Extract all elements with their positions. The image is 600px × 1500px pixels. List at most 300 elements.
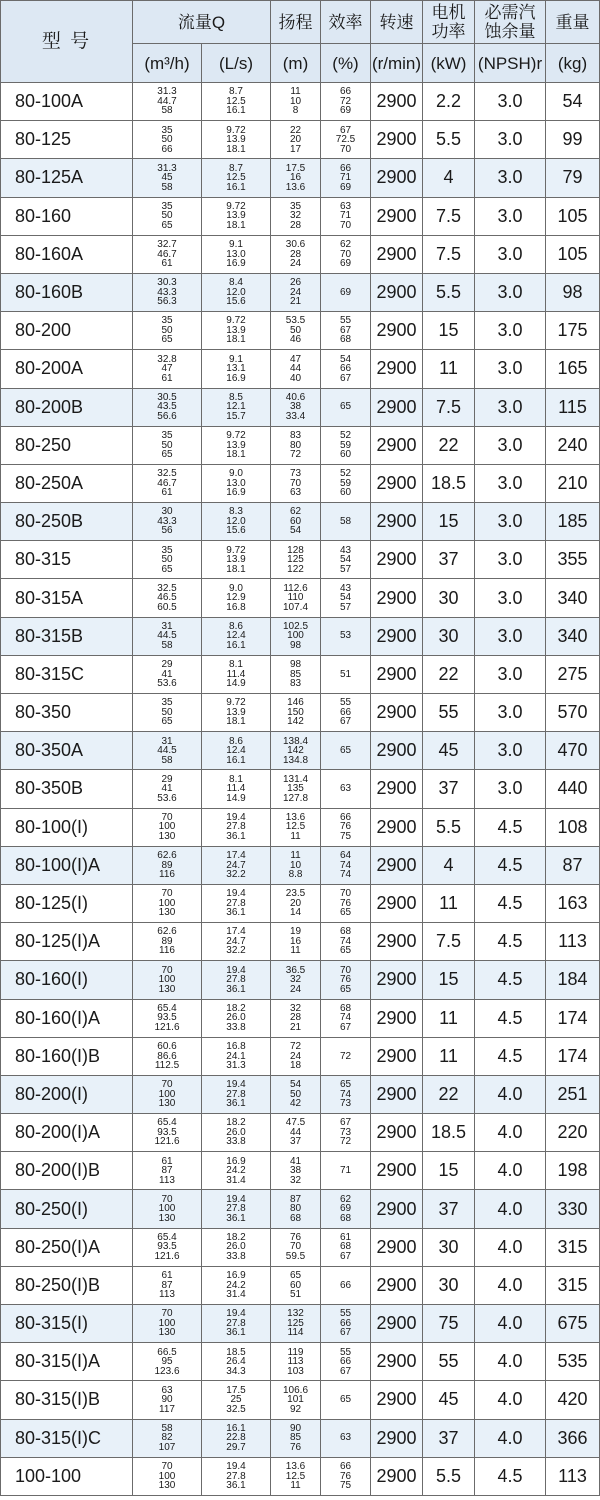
cell-head-value: 83 xyxy=(289,678,302,690)
cell-flow-ls xyxy=(202,273,271,311)
cell-flow-m3h xyxy=(133,1037,202,1075)
cell-npsh: 3.0 xyxy=(475,732,546,770)
cell-flow-ls-value: 36.1 xyxy=(226,1098,246,1110)
cell-efficiency-value: 67 xyxy=(339,372,352,384)
cell-efficiency-value: 75 xyxy=(339,1480,352,1492)
cell-efficiency-value: 72 xyxy=(339,95,352,107)
cell-model: 80-315C xyxy=(1,655,133,693)
cell-model: 80-200(I)A xyxy=(1,1114,133,1152)
cell-head xyxy=(271,1343,321,1381)
header-npsh-unit: (NPSH)r xyxy=(475,44,546,83)
cell-head-value: 24 xyxy=(289,258,302,270)
cell-head-value: 98 xyxy=(289,639,302,651)
cell-head xyxy=(271,273,321,311)
cell-flow-ls-value: 18.1 xyxy=(226,449,246,461)
cell-weight: 184 xyxy=(546,961,600,999)
cell-npsh: 3.0 xyxy=(475,770,546,808)
cell-efficiency xyxy=(321,884,371,922)
cell-speed: 2900 xyxy=(371,503,423,541)
cell-head-value: 50 xyxy=(289,1088,302,1100)
cell-flow-ls-value: 24.2 xyxy=(226,1165,246,1177)
cell-head-value: 132 xyxy=(287,1308,304,1320)
cell-flow-m3h-value: 31.3 xyxy=(157,86,177,98)
cell-head-value: 32 xyxy=(289,974,302,986)
cell-efficiency-value: 54 xyxy=(339,554,352,566)
cell-efficiency-value: 55 xyxy=(339,1308,352,1320)
cell-flow-ls xyxy=(202,923,271,961)
cell-flow-ls-value: 16.1 xyxy=(226,181,246,193)
cell-head xyxy=(271,541,321,579)
cell-model: 80-200(I) xyxy=(1,1075,133,1113)
cell-flow-ls xyxy=(202,541,271,579)
cell-flow-ls xyxy=(202,83,271,121)
cell-flow-ls-value: 18.1 xyxy=(226,334,246,346)
cell-model: 80-315(I)B xyxy=(1,1381,133,1419)
cell-head xyxy=(271,1381,321,1419)
cell-head-value: 41 xyxy=(289,1155,302,1167)
cell-efficiency-value: 66 xyxy=(339,811,352,823)
cell-head-value: 14 xyxy=(289,907,302,919)
cell-flow-ls xyxy=(202,1343,271,1381)
cell-npsh: 4.5 xyxy=(475,846,546,884)
cell-flow-ls-value: 12.4 xyxy=(226,630,246,642)
cell-efficiency-value: 71 xyxy=(339,172,352,184)
cell-model: 80-315B xyxy=(1,617,133,655)
cell-power: 15 xyxy=(423,503,475,541)
cell-power: 5.5 xyxy=(423,1457,475,1495)
cell-flow-ls-value: 16.1 xyxy=(226,1422,246,1434)
cell-flow-m3h-value: 100 xyxy=(158,1470,176,1482)
cell-speed: 2900 xyxy=(371,923,423,961)
cell-flow-ls xyxy=(202,1266,271,1304)
cell-head-value: 22 xyxy=(289,124,302,136)
cell-efficiency-value: 54 xyxy=(339,353,352,365)
cell-flow-m3h-value: 112.5 xyxy=(154,1060,180,1072)
cell-npsh: 4.0 xyxy=(475,1152,546,1190)
cell-flow-ls-value: 9.1 xyxy=(229,353,243,365)
cell-head-value: 138.4 xyxy=(283,735,309,747)
cell-efficiency-value: 76 xyxy=(339,1470,352,1482)
cell-efficiency-value: 66 xyxy=(339,363,352,375)
cell-flow-ls-value: 13.9 xyxy=(226,439,246,451)
cell-head xyxy=(271,694,321,732)
cell-flow-m3h-value: 113 xyxy=(159,1289,175,1301)
cell-flow-ls-value: 33.8 xyxy=(226,1136,246,1148)
cell-flow-ls xyxy=(202,235,271,273)
cell-flow-m3h xyxy=(133,999,202,1037)
cell-efficiency-value: 66 xyxy=(339,706,352,718)
table-row xyxy=(1,770,600,808)
cell-efficiency xyxy=(321,1114,371,1152)
cell-flow-ls-value: 9.72 xyxy=(226,315,246,327)
cell-power: 22 xyxy=(423,1075,475,1113)
cell-head-value: 44 xyxy=(289,1126,302,1138)
cell-npsh: 3.0 xyxy=(475,350,546,388)
cell-flow-ls-value: 8.3 xyxy=(229,506,243,518)
cell-flow-m3h-value: 123.6 xyxy=(154,1365,180,1377)
cell-efficiency-value: 65 xyxy=(339,745,352,757)
cell-model: 80-160(I)B xyxy=(1,1037,133,1075)
cell-model: 80-350 xyxy=(1,694,133,732)
cell-flow-m3h-value: 50 xyxy=(161,210,173,222)
cell-flow-m3h-value: 47 xyxy=(161,363,173,375)
cell-power: 15 xyxy=(423,312,475,350)
cell-head-value: 32 xyxy=(289,1002,302,1014)
cell-flow-ls xyxy=(202,884,271,922)
cell-speed: 2900 xyxy=(371,732,423,770)
cell-flow-ls-value: 26.4 xyxy=(226,1356,246,1368)
cell-head-value: 83 xyxy=(289,430,302,442)
cell-head-value: 21 xyxy=(289,296,302,308)
cell-head xyxy=(271,1114,321,1152)
cell-model: 80-250(I) xyxy=(1,1190,133,1228)
cell-weight: 175 xyxy=(546,312,600,350)
cell-head-value: 21 xyxy=(289,1021,302,1033)
cell-flow-ls xyxy=(202,961,271,999)
cell-flow-ls-value: 9.0 xyxy=(229,582,243,594)
cell-efficiency xyxy=(321,655,371,693)
cell-head-value: 80 xyxy=(289,439,302,451)
cell-npsh: 3.0 xyxy=(475,579,546,617)
cell-flow-m3h-value: 130 xyxy=(158,1327,176,1339)
cell-flow-m3h-value: 32.7 xyxy=(157,239,177,251)
cell-flow-ls xyxy=(202,655,271,693)
cell-head-value: 16 xyxy=(289,172,302,184)
cell-flow-ls-value: 36.1 xyxy=(226,1212,246,1224)
cell-flow-m3h-value: 35 xyxy=(161,200,173,212)
cell-model: 80-315(I) xyxy=(1,1305,133,1343)
cell-power: 5.5 xyxy=(423,273,475,311)
table-row xyxy=(1,999,600,1037)
cell-flow-m3h-value: 113 xyxy=(159,1174,175,1186)
cell-efficiency xyxy=(321,999,371,1037)
cell-head-value: 142 xyxy=(287,716,304,728)
cell-head xyxy=(271,846,321,884)
cell-flow-ls xyxy=(202,503,271,541)
cell-flow-m3h-value: 130 xyxy=(158,1212,176,1224)
cell-flow-m3h xyxy=(133,197,202,235)
cell-head-value: 70 xyxy=(289,1241,302,1253)
cell-efficiency-value: 68 xyxy=(339,1241,352,1253)
cell-flow-m3h-value: 35 xyxy=(161,430,173,442)
cell-flow-ls-value: 13.9 xyxy=(226,554,246,566)
cell-head-value: 85 xyxy=(289,1432,302,1444)
cell-flow-ls-value: 29.7 xyxy=(226,1441,246,1453)
cell-speed: 2900 xyxy=(371,235,423,273)
cell-efficiency-value: 71 xyxy=(339,1165,352,1177)
cell-flow-m3h xyxy=(133,732,202,770)
cell-flow-m3h-value: 50 xyxy=(161,554,173,566)
cell-flow-m3h xyxy=(133,770,202,808)
cell-head xyxy=(271,121,321,159)
cell-power: 7.5 xyxy=(423,388,475,426)
cell-flow-m3h xyxy=(133,121,202,159)
cell-efficiency-value: 52 xyxy=(339,430,352,442)
cell-efficiency-value: 63 xyxy=(339,1432,352,1444)
cell-efficiency xyxy=(321,273,371,311)
cell-npsh: 3.0 xyxy=(475,426,546,464)
cell-weight: 87 xyxy=(546,846,600,884)
table-row xyxy=(1,541,600,579)
table-row xyxy=(1,503,600,541)
cell-flow-m3h xyxy=(133,312,202,350)
cell-flow-m3h-value: 93.5 xyxy=(157,1126,177,1138)
cell-flow-ls-value: 27.8 xyxy=(226,1203,246,1215)
cell-flow-m3h-value: 66.5 xyxy=(157,1346,177,1358)
cell-flow-ls-value: 27.8 xyxy=(226,1088,246,1100)
cell-flow-m3h-value: 45 xyxy=(161,172,173,184)
cell-flow-ls-value: 8.5 xyxy=(229,391,243,403)
cell-head-value: 11 xyxy=(290,830,301,842)
cell-speed: 2900 xyxy=(371,1075,423,1113)
cell-npsh: 4.5 xyxy=(475,1037,546,1075)
cell-head-value: 40 xyxy=(289,372,302,384)
cell-head xyxy=(271,1457,321,1495)
cell-flow-m3h-value: 65 xyxy=(161,334,173,346)
cell-flow-ls-value: 8.7 xyxy=(229,86,243,98)
cell-flow-m3h-value: 93.5 xyxy=(157,1241,177,1253)
cell-npsh: 4.0 xyxy=(475,1190,546,1228)
cell-npsh: 3.0 xyxy=(475,273,546,311)
cell-head-value: 37 xyxy=(289,1136,302,1148)
cell-power: 11 xyxy=(423,999,475,1037)
cell-npsh: 4.0 xyxy=(475,1114,546,1152)
cell-speed: 2900 xyxy=(371,1190,423,1228)
cell-flow-ls-value: 14.9 xyxy=(226,678,246,690)
cell-model: 80-200B xyxy=(1,388,133,426)
cell-npsh: 4.0 xyxy=(475,1266,546,1304)
cell-head-value: 72 xyxy=(289,1041,302,1053)
cell-flow-m3h-value: 65.4 xyxy=(157,1117,177,1129)
cell-head-value: 119 xyxy=(287,1346,304,1358)
cell-flow-m3h-value: 56 xyxy=(161,525,173,537)
cell-head-value: 122 xyxy=(287,563,304,575)
cell-efficiency-value: 75 xyxy=(339,830,352,842)
table-row xyxy=(1,1075,600,1113)
cell-efficiency-value: 55 xyxy=(339,1346,352,1358)
cell-flow-m3h-value: 116 xyxy=(159,869,175,881)
cell-head xyxy=(271,159,321,197)
cell-flow-ls-value: 34.3 xyxy=(226,1365,246,1377)
cell-flow-m3h-value: 58 xyxy=(161,181,173,193)
cell-efficiency-value: 72.5 xyxy=(335,134,356,146)
cell-speed: 2900 xyxy=(371,1266,423,1304)
cell-head-value: 114 xyxy=(287,1327,304,1339)
cell-flow-m3h-value: 65.4 xyxy=(157,1002,177,1014)
cell-efficiency-value: 74 xyxy=(339,859,352,871)
cell-flow-ls xyxy=(202,770,271,808)
cell-head-value: 135 xyxy=(287,783,304,795)
cell-head-value: 92 xyxy=(289,1403,302,1415)
cell-flow-m3h-value: 121.6 xyxy=(154,1250,180,1262)
cell-head-value: 73 xyxy=(289,468,302,480)
cell-efficiency-value: 72 xyxy=(339,1050,352,1062)
cell-flow-ls xyxy=(202,617,271,655)
cell-flow-ls-value: 11.4 xyxy=(226,783,246,795)
cell-head-value: 8.8 xyxy=(288,869,303,881)
cell-flow-m3h-value: 50 xyxy=(161,324,173,336)
cell-head-value: 24 xyxy=(289,983,302,995)
cell-flow-m3h-value: 53.6 xyxy=(157,678,177,690)
cell-head xyxy=(271,1037,321,1075)
cell-flow-ls-value: 19.4 xyxy=(226,1193,246,1205)
header-power xyxy=(423,1,475,44)
cell-efficiency-value: 67 xyxy=(339,124,352,136)
cell-head-value: 134.8 xyxy=(283,754,309,766)
cell-weight: 210 xyxy=(546,464,600,502)
cell-model: 80-200(I)B xyxy=(1,1152,133,1190)
cell-weight: 355 xyxy=(546,541,600,579)
cell-speed: 2900 xyxy=(371,312,423,350)
cell-npsh: 3.0 xyxy=(475,617,546,655)
cell-speed: 2900 xyxy=(371,961,423,999)
cell-head-value: 146 xyxy=(287,697,304,709)
cell-flow-m3h-value: 93.5 xyxy=(157,1012,177,1024)
cell-flow-ls-value: 19.4 xyxy=(226,1308,246,1320)
cell-flow-m3h-value: 62.6 xyxy=(157,850,177,862)
cell-efficiency xyxy=(321,1419,371,1457)
cell-flow-ls-value: 16.1 xyxy=(226,105,246,117)
cell-flow-m3h xyxy=(133,83,202,121)
cell-model: 80-160B xyxy=(1,273,133,311)
cell-flow-ls-value: 15.6 xyxy=(226,296,246,308)
cell-head xyxy=(271,503,321,541)
cell-flow-ls-value: 9.72 xyxy=(226,200,246,212)
cell-efficiency xyxy=(321,732,371,770)
cell-flow-m3h-value: 70 xyxy=(161,888,173,900)
cell-flow-ls-value: 32.2 xyxy=(226,945,246,957)
cell-flow-m3h-value: 56.6 xyxy=(157,410,177,422)
cell-head-value: 101 xyxy=(287,1394,304,1406)
cell-flow-ls xyxy=(202,388,271,426)
cell-speed: 2900 xyxy=(371,1343,423,1381)
cell-speed: 2900 xyxy=(371,884,423,922)
cell-speed: 2900 xyxy=(371,197,423,235)
cell-flow-ls-value: 26.0 xyxy=(226,1012,246,1024)
cell-flow-m3h-value: 121.6 xyxy=(154,1021,180,1033)
cell-flow-ls-value: 18.5 xyxy=(226,1346,246,1358)
cell-power: 11 xyxy=(423,1037,475,1075)
header-npsh xyxy=(475,1,546,44)
cell-efficiency-value: 65 xyxy=(339,401,352,413)
cell-flow-m3h-value: 30.3 xyxy=(157,277,177,289)
cell-efficiency-value: 66 xyxy=(339,1461,352,1473)
cell-flow-ls-value: 27.8 xyxy=(226,821,246,833)
cell-flow-m3h xyxy=(133,1419,202,1457)
table-row xyxy=(1,1381,600,1419)
cell-flow-ls xyxy=(202,464,271,502)
cell-power: 22 xyxy=(423,655,475,693)
cell-head-value: 44 xyxy=(289,363,302,375)
cell-model: 80-100A xyxy=(1,83,133,121)
cell-flow-m3h-value: 61 xyxy=(161,1155,173,1167)
table-row xyxy=(1,923,600,961)
cell-model: 80-125A xyxy=(1,159,133,197)
cell-flow-m3h-value: 61 xyxy=(161,1270,173,1282)
cell-head-value: 30.6 xyxy=(285,239,306,251)
cell-head-value: 17.5 xyxy=(285,162,306,174)
table-row xyxy=(1,1190,600,1228)
cell-flow-m3h xyxy=(133,1075,202,1113)
cell-power: 18.5 xyxy=(423,1114,475,1152)
cell-flow-ls-value: 36.1 xyxy=(226,1327,246,1339)
cell-flow-ls-value: 14.9 xyxy=(226,792,246,804)
table-row xyxy=(1,1037,600,1075)
cell-efficiency-value: 65 xyxy=(339,945,352,957)
cell-model: 80-250B xyxy=(1,503,133,541)
cell-efficiency-value: 52 xyxy=(339,468,352,480)
cell-head-value: 70 xyxy=(289,477,302,489)
cell-model: 80-350B xyxy=(1,770,133,808)
cell-efficiency xyxy=(321,350,371,388)
cell-power: 30 xyxy=(423,617,475,655)
cell-efficiency-value: 74 xyxy=(339,935,352,947)
cell-head xyxy=(271,1305,321,1343)
table-row xyxy=(1,235,600,273)
cell-efficiency xyxy=(321,808,371,846)
cell-head-value: 76 xyxy=(289,1441,302,1453)
cell-flow-ls xyxy=(202,1152,271,1190)
cell-head-value: 28 xyxy=(289,248,302,260)
cell-head-value: 63 xyxy=(289,487,302,499)
cell-model: 80-350A xyxy=(1,732,133,770)
cell-weight: 330 xyxy=(546,1190,600,1228)
cell-efficiency-value: 55 xyxy=(339,697,352,709)
cell-flow-m3h-value: 32.5 xyxy=(157,582,177,594)
cell-weight: 105 xyxy=(546,197,600,235)
cell-speed: 2900 xyxy=(371,1457,423,1495)
cell-power: 15 xyxy=(423,1152,475,1190)
cell-head xyxy=(271,1190,321,1228)
cell-model: 80-200 xyxy=(1,312,133,350)
cell-flow-ls-value: 24.2 xyxy=(226,1279,246,1291)
cell-weight: 420 xyxy=(546,1381,600,1419)
cell-flow-ls xyxy=(202,312,271,350)
cell-head-value: 12.5 xyxy=(285,1470,306,1482)
cell-efficiency xyxy=(321,197,371,235)
cell-power: 7.5 xyxy=(423,197,475,235)
cell-efficiency-value: 66 xyxy=(339,86,352,98)
cell-head xyxy=(271,388,321,426)
cell-flow-m3h xyxy=(133,426,202,464)
cell-model: 80-160(I) xyxy=(1,961,133,999)
cell-npsh: 4.5 xyxy=(475,999,546,1037)
cell-flow-m3h-value: 65.4 xyxy=(157,1231,177,1243)
cell-head-value: 28 xyxy=(289,219,302,231)
cell-flow-m3h-value: 58 xyxy=(161,754,173,766)
cell-flow-m3h-value: 30.5 xyxy=(157,391,177,403)
cell-head-value: 11 xyxy=(290,850,301,862)
cell-efficiency-value: 70 xyxy=(339,888,352,900)
cell-power: 30 xyxy=(423,1266,475,1304)
cell-speed: 2900 xyxy=(371,273,423,311)
cell-npsh: 3.0 xyxy=(475,503,546,541)
cell-flow-m3h-value: 65 xyxy=(161,219,173,231)
cell-flow-m3h-value: 46.5 xyxy=(157,592,177,604)
cell-head-value: 127.8 xyxy=(283,792,309,804)
cell-efficiency-value: 71 xyxy=(339,210,352,222)
cell-model: 80-315 xyxy=(1,541,133,579)
cell-flow-ls xyxy=(202,1114,271,1152)
cell-speed: 2900 xyxy=(371,350,423,388)
cell-efficiency-value: 69 xyxy=(339,258,352,270)
cell-flow-ls-value: 26.0 xyxy=(226,1241,246,1253)
cell-weight: 440 xyxy=(546,770,600,808)
cell-flow-ls-value: 18.1 xyxy=(226,563,246,575)
cell-model: 80-125(I) xyxy=(1,884,133,922)
cell-head-value: 98 xyxy=(289,659,302,671)
cell-head xyxy=(271,808,321,846)
